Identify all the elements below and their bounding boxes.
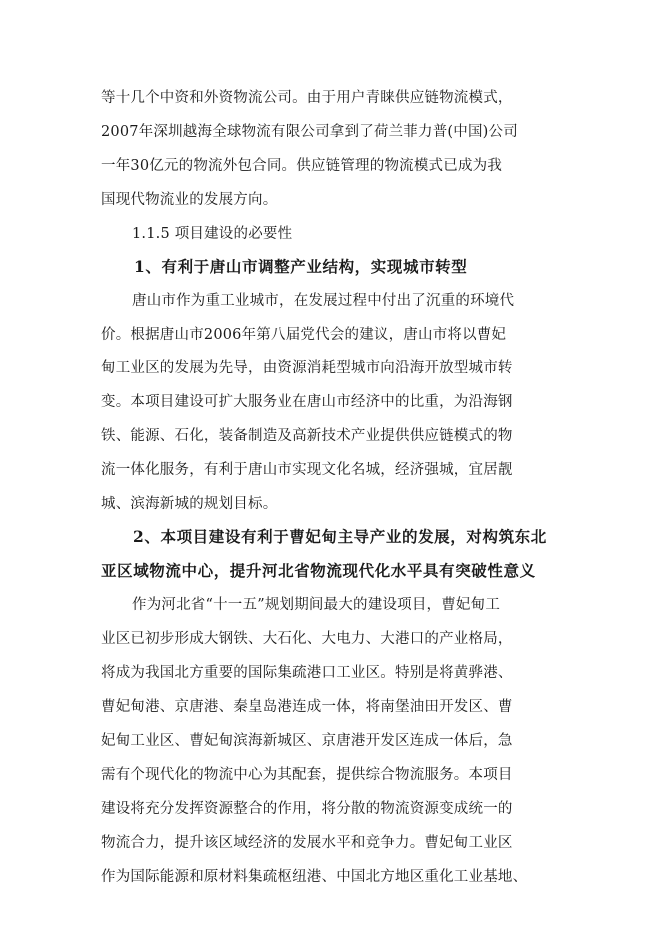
paragraph-line: 等十几个中资和外资物流公司。由于用户青睐供应链物流模式，: [101, 90, 513, 106]
paragraph-line: 作为国际能源和原材料集疏枢纽港、中国北方地区重化工业基地、: [101, 869, 528, 885]
paragraph-line: 价。根据唐山市2006年第八届党代会的建议，唐山市将以曹妃: [101, 327, 507, 343]
paragraph-line: 妃甸工业区、曹妃甸滨海新城区、京唐港开发区连成一体后，急: [101, 733, 513, 749]
paragraph-line: 城、滨海新城的规划目标。: [101, 496, 278, 512]
paragraph-line: 国现代物流业的发展方向。: [101, 192, 278, 208]
paragraph-line: 流一体化服务，有利于唐山市实现文化名城，经济强城，宜居靓: [101, 462, 513, 478]
subsection-heading: 1、有利于唐山市调整产业结构，实现城市转型: [134, 257, 468, 276]
paragraph-line: 变。本项目建设可扩大服务业在唐山市经济中的比重，为沿海钢: [101, 394, 513, 410]
subsection-heading: 2、本项目建设有利于曹妃甸主导产业的发展，对构筑东北: [133, 527, 547, 546]
section-heading: 1.1.5 项目建设的必要性: [132, 226, 293, 242]
paragraph-line: 物流合力，提升该区域经济的发展水平和竞争力。曹妃甸工业区: [101, 835, 513, 851]
paragraph-line: 铁、能源、石化，装备制造及高新技术产业提供供应链模式的物: [101, 428, 513, 444]
paragraph-line: 2007年深圳越海全球物流有限公司拿到了荷兰菲力普(中国)公司: [101, 124, 518, 140]
paragraph-line: 甸工业区的发展为先导，由资源消耗型城市向沿海开放型城市转: [101, 360, 513, 376]
paragraph-line: 一年30亿元的物流外包合同。供应链管理的物流模式已成为我: [101, 158, 503, 174]
subsection-heading: 亚区域物流中心，提升河北省物流现代化水平具有突破性意义: [101, 561, 536, 580]
paragraph-line: 唐山市作为重工业城市，在发展过程中付出了沉重的环境代: [132, 293, 515, 309]
paragraph-line: 业区已初步形成大钢铁、大石化、大电力、大港口的产业格局，: [101, 631, 513, 647]
paragraph-line: 建设将充分发挥资源整合的作用，将分散的物流资源变成统一的: [101, 801, 513, 817]
paragraph-line: 需有个现代化的物流中心为其配套，提供综合物流服务。本项目: [101, 767, 513, 783]
paragraph-line: 作为河北省“十一五”规划期间最大的建设项目，曹妃甸工: [132, 597, 501, 613]
paragraph-line: 曹妃甸港、京唐港、秦皇岛港连成一体，将南堡油田开发区、曹: [101, 699, 513, 715]
paragraph-line: 将成为我国北方重要的国际集疏港口工业区。特别是将黄骅港、: [101, 665, 513, 681]
